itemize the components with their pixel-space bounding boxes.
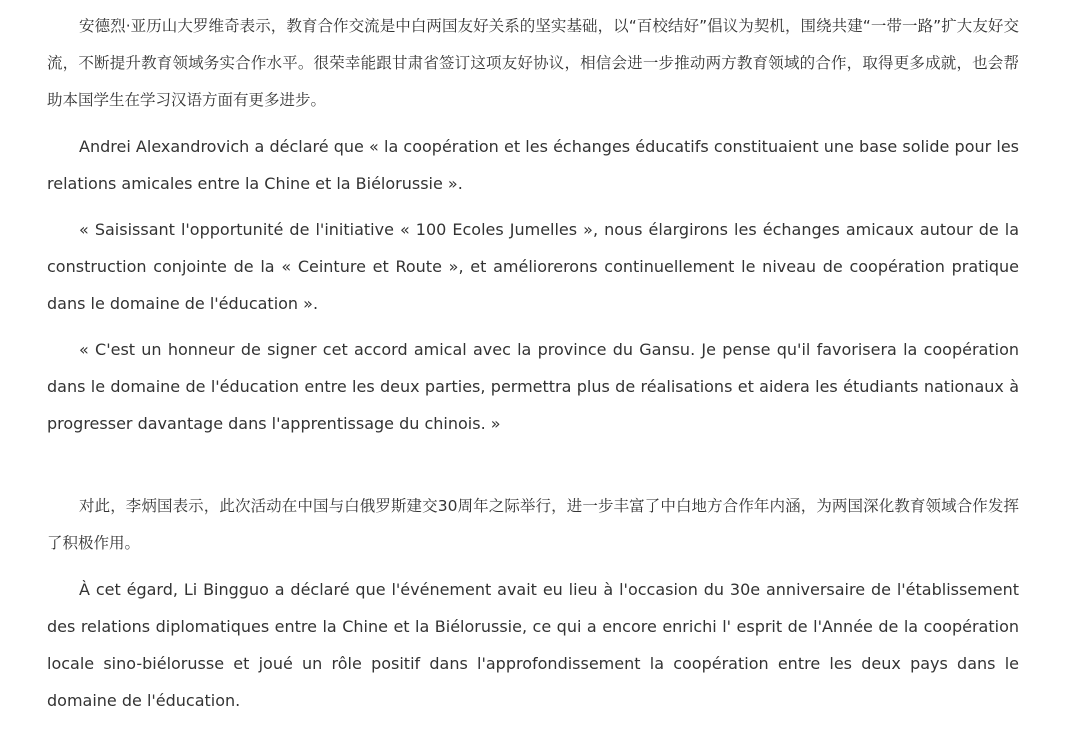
paragraph-spacer (47, 202, 1019, 211)
paragraph-spacer (47, 119, 1019, 128)
paragraph-zh-li-bingguo: 对此，李炳国表示，此次活动在中国与白俄罗斯建交30周年之际举行，进一步丰富了中白地方合作年内涵，为两国深化教育领域合作发挥了积极作用。 (47, 497, 1019, 552)
paragraph-spacer (47, 322, 1019, 331)
section-spacer (47, 442, 1019, 488)
paragraph-spacer (47, 562, 1019, 571)
paragraph-zh-andrei: 安德烈·亚历山大罗维奇表示，教育合作交流是中白两国友好关系的坚实基础，以“百校结好”倡议为契机，围绕共建“一带一路”扩大友好交流，不断提升教育领域务实合作水平。很荣幸能跟甘肃省签订这项友好协议，相信会进一步推动两方教育领域的合作，取得更多成就，也会帮助本国学生在学习汉语方面有更多进步。 (47, 17, 1019, 109)
article-body (47, 8, 1019, 719)
paragraph-fr-li-bingguo: À cet égard, Li Bingguo a déclaré que l'événement avait eu lieu à l'occasion du 30e anniversaire de l'établissement des relations diplomatiques entre la Chine et la Biélorussie, ce qui a encore enrichi l' esprit de l'Année de la coopération locale sino-biélorusse et joué un rôle positif dans l'approfondissement la coopération entre les deux pays dans le domaine de l'éducation. (47, 580, 1019, 710)
paragraph-fr-andrei-statement: Andrei Alexandrovich a déclaré que « la coopération et les échanges éducatifs constituaient une base solide pour les relations amicales entre la Chine et la Biélorussie ». (47, 137, 1019, 193)
paragraph-fr-initiative-quote: « Saisissant l'opportunité de l'initiative « 100 Ecoles Jumelles », nous élargirons les échanges amicaux autour de la construction conjointe de la « Ceinture et Route », et améliorerons continuellement le niveau de coopération pratique dans le domaine de l'éducation ». (47, 220, 1019, 313)
paragraph-fr-gansu-quote: « C'est un honneur de signer cet accord amical avec la province du Gansu. Je pense qu'il favorisera la coopération dans le domaine de l'éducation entre les deux parties, permettra plus de réalisations et aidera les étudiants nationaux à progresser davantage dans l'apprentissage du chinois. » (47, 340, 1019, 433)
